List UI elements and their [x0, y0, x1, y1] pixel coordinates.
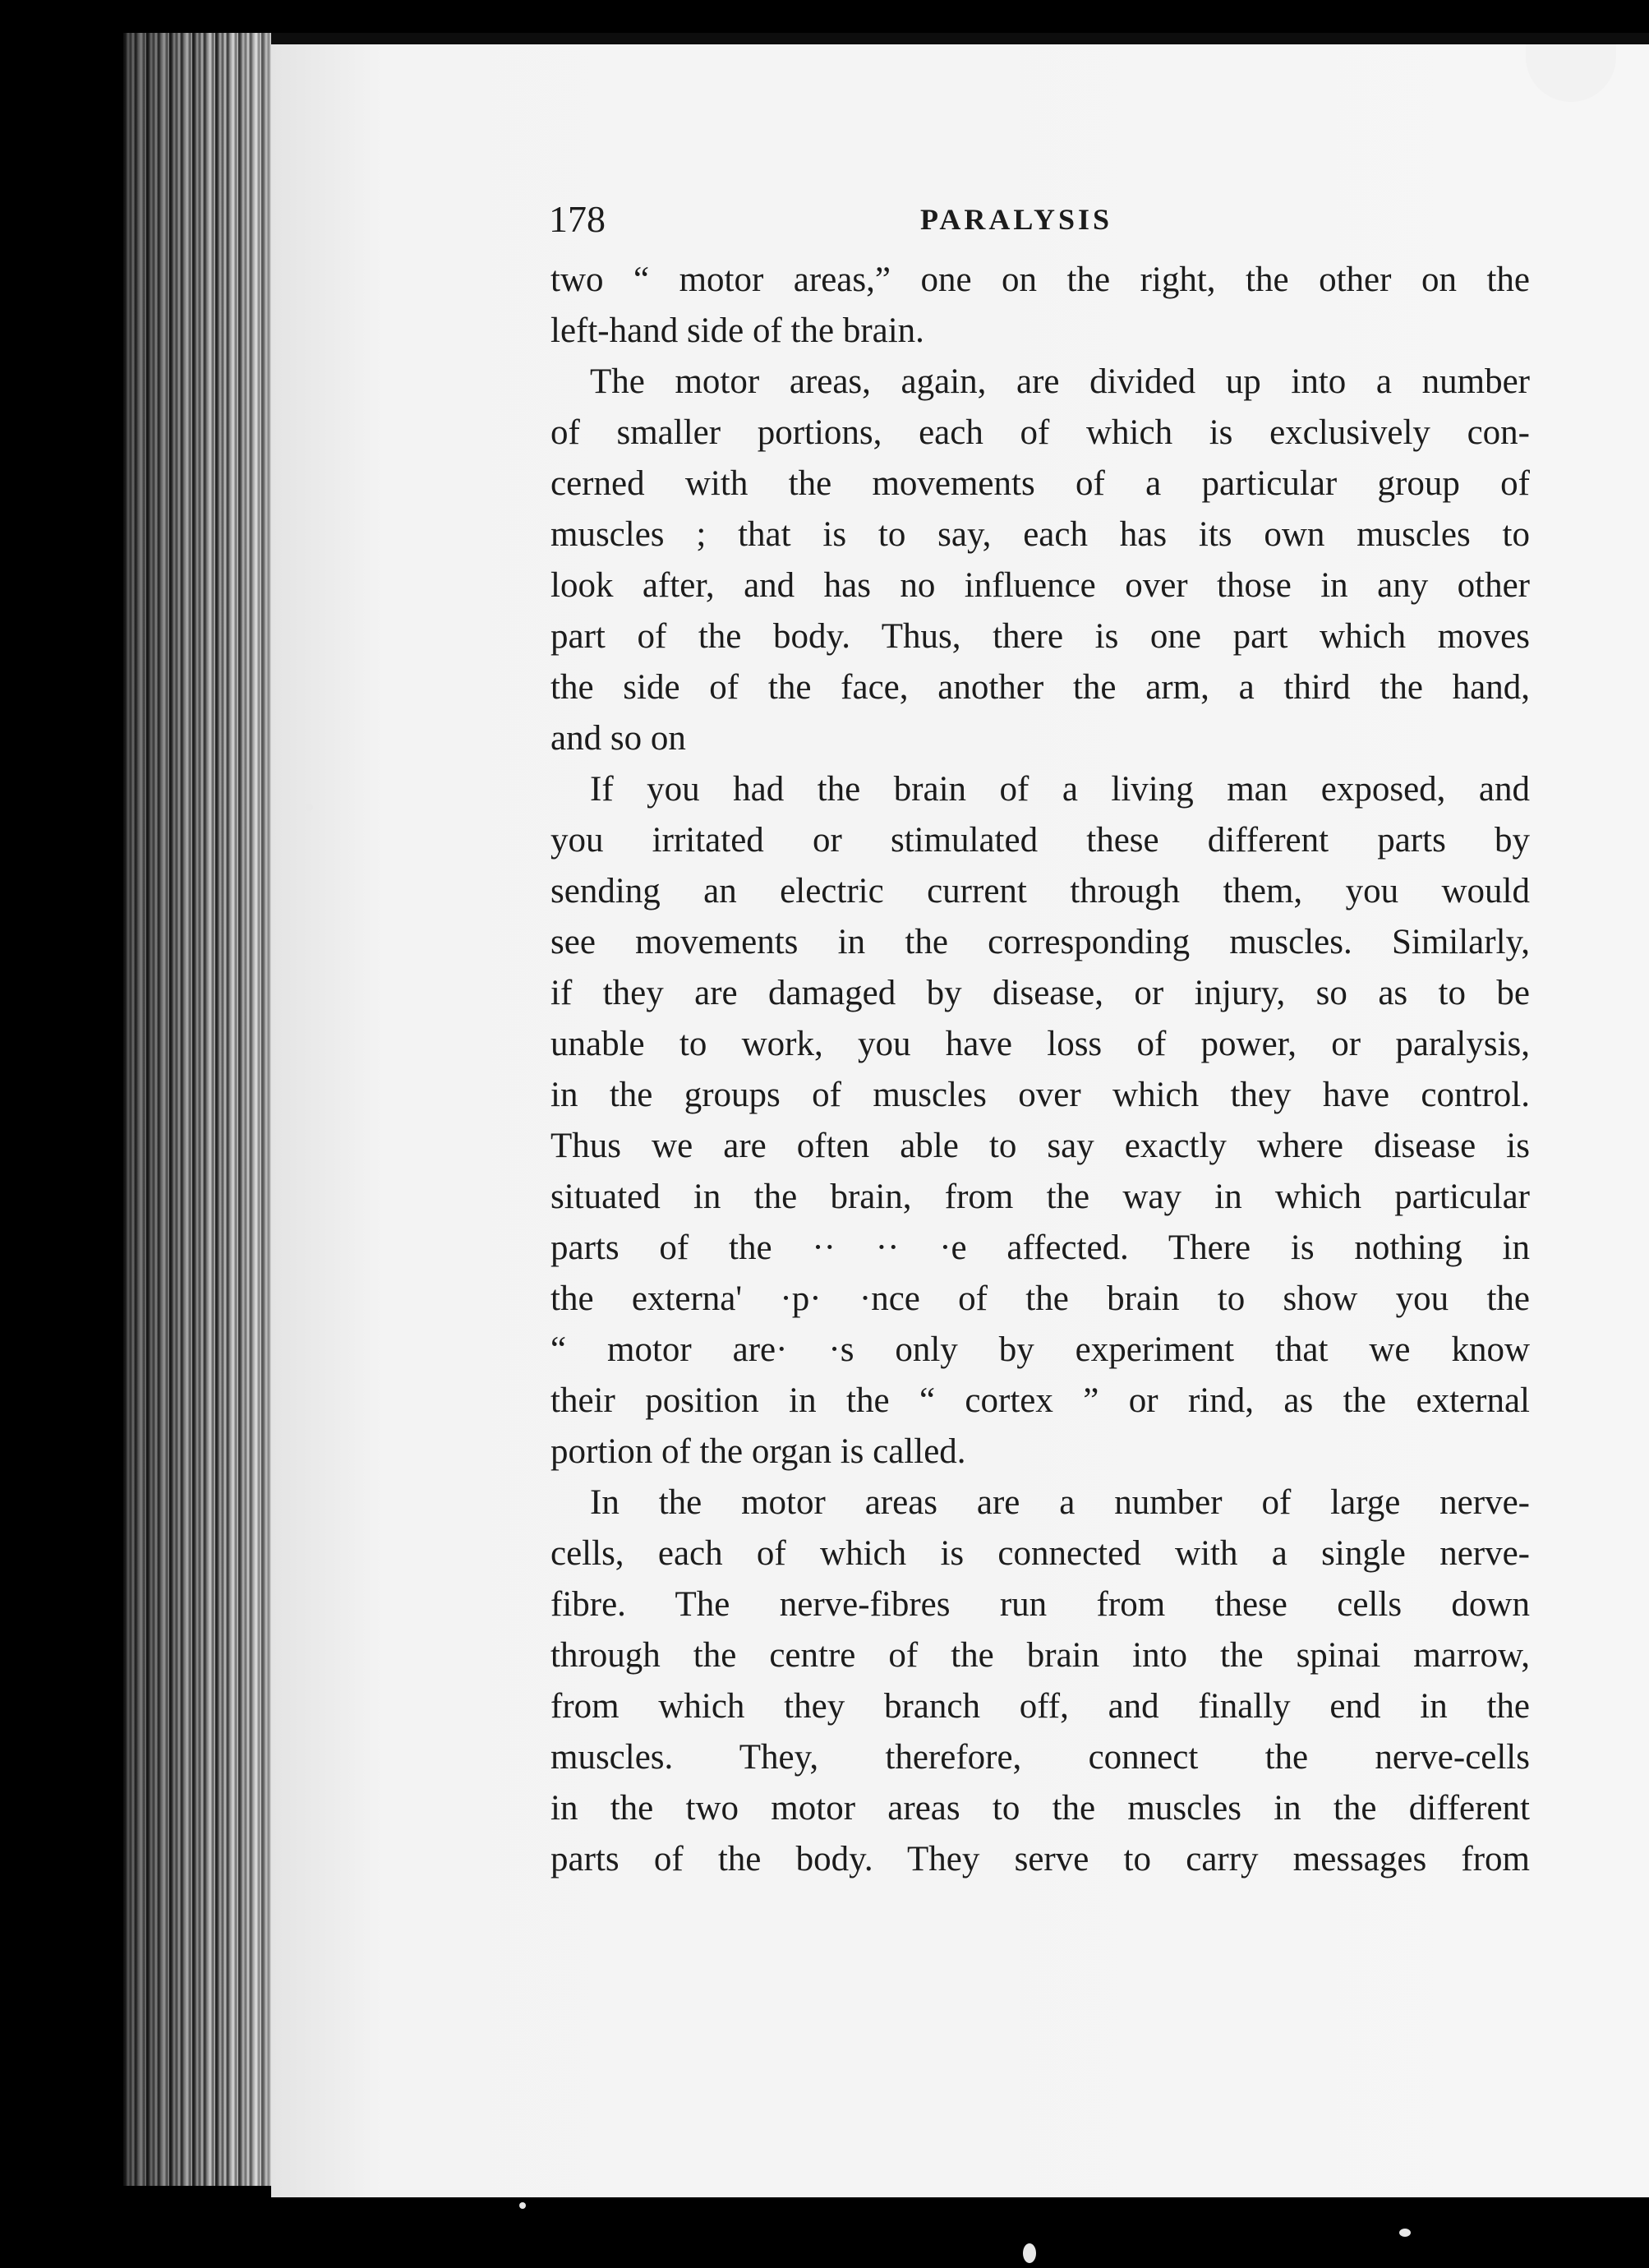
- text-line: you irritated or stimulated these different parts by: [550, 821, 1530, 860]
- text-line: in the groups of muscles over which they have control.: [550, 1076, 1530, 1114]
- text-line: of smaller portions, each of which is exclusively con-: [550, 413, 1530, 452]
- text-line: In the motor areas are a number of large nerve-: [590, 1483, 1530, 1522]
- text-line: situated in the brain, from the way in which particular: [550, 1178, 1530, 1216]
- text-line: if they are damaged by disease, or injury, so as to be: [550, 974, 1530, 1012]
- text-line: sending an electric current through them, you would: [550, 872, 1530, 910]
- text-line: portion of the organ is called.: [550, 1432, 966, 1471]
- text-line: from which they branch off, and finally end in the: [550, 1687, 1530, 1726]
- text-line: two “ motor areas,” one on the right, the other on the: [550, 260, 1530, 299]
- page-text: [550, 197, 1530, 1885]
- text-line: If you had the brain of a living man exposed, and: [590, 770, 1530, 809]
- text-line: the side of the face, another the arm, a third the hand,: [550, 668, 1530, 707]
- text-line: through the centre of the brain into the spinai marrow,: [550, 1636, 1530, 1675]
- dust-speck: [1023, 2243, 1036, 2263]
- text-line: in the two motor areas to the muscles in the different: [550, 1789, 1530, 1828]
- paragraph: [550, 764, 1530, 1477]
- paragraph: [550, 255, 1530, 357]
- text-line: fibre. The nerve-fibres run from these cells down: [550, 1585, 1530, 1624]
- text-line: their position in the “ cortex ” or rind, as the external: [550, 1381, 1530, 1420]
- running-head: [550, 197, 1530, 255]
- text-line: parts of the ·· ·· ·e affected. There is nothing in: [550, 1228, 1530, 1267]
- text-line: cerned with the movements of a particular group of: [550, 464, 1530, 503]
- dust-speck: [519, 2202, 526, 2209]
- dust-speck: [306, 804, 313, 811]
- text-line: “ motor are· ·s only by experiment that we know: [550, 1330, 1530, 1369]
- text-line: unable to work, you have loss of power, or paralysis,: [550, 1025, 1530, 1063]
- text-line: The motor areas, again, are divided up into a number: [590, 362, 1530, 401]
- text-line: part of the body. Thus, there is one part which moves: [550, 617, 1530, 656]
- text-line: and so on: [550, 719, 686, 758]
- text-line: muscles. They, therefore, connect the nerve-cells: [550, 1738, 1530, 1777]
- text-line: look after, and has no influence over those in any other: [550, 566, 1530, 605]
- text-line: muscles ; that is to say, each has its own muscles to: [550, 515, 1530, 554]
- dust-speck: [1399, 2229, 1411, 2237]
- text-line: cells, each of which is connected with a single nerve-: [550, 1534, 1530, 1573]
- paragraph: [550, 1477, 1530, 1885]
- scan-artifact: [1526, 44, 1616, 102]
- text-line: Thus we are often able to say exactly where disease is: [550, 1127, 1530, 1165]
- text-line: parts of the body. They serve to carry messages from: [550, 1840, 1530, 1878]
- page-number: 178: [549, 198, 606, 240]
- text-line: the externa' ·p· ·nce of the brain to show you the: [550, 1279, 1530, 1318]
- page-edges-shadow: [123, 33, 288, 2186]
- text-line: left-hand side of the brain.: [550, 311, 924, 350]
- paragraph: [550, 357, 1530, 764]
- running-title: PARALYSIS: [920, 203, 1113, 236]
- text-line: see movements in the corresponding muscles. Similarly,: [550, 923, 1530, 961]
